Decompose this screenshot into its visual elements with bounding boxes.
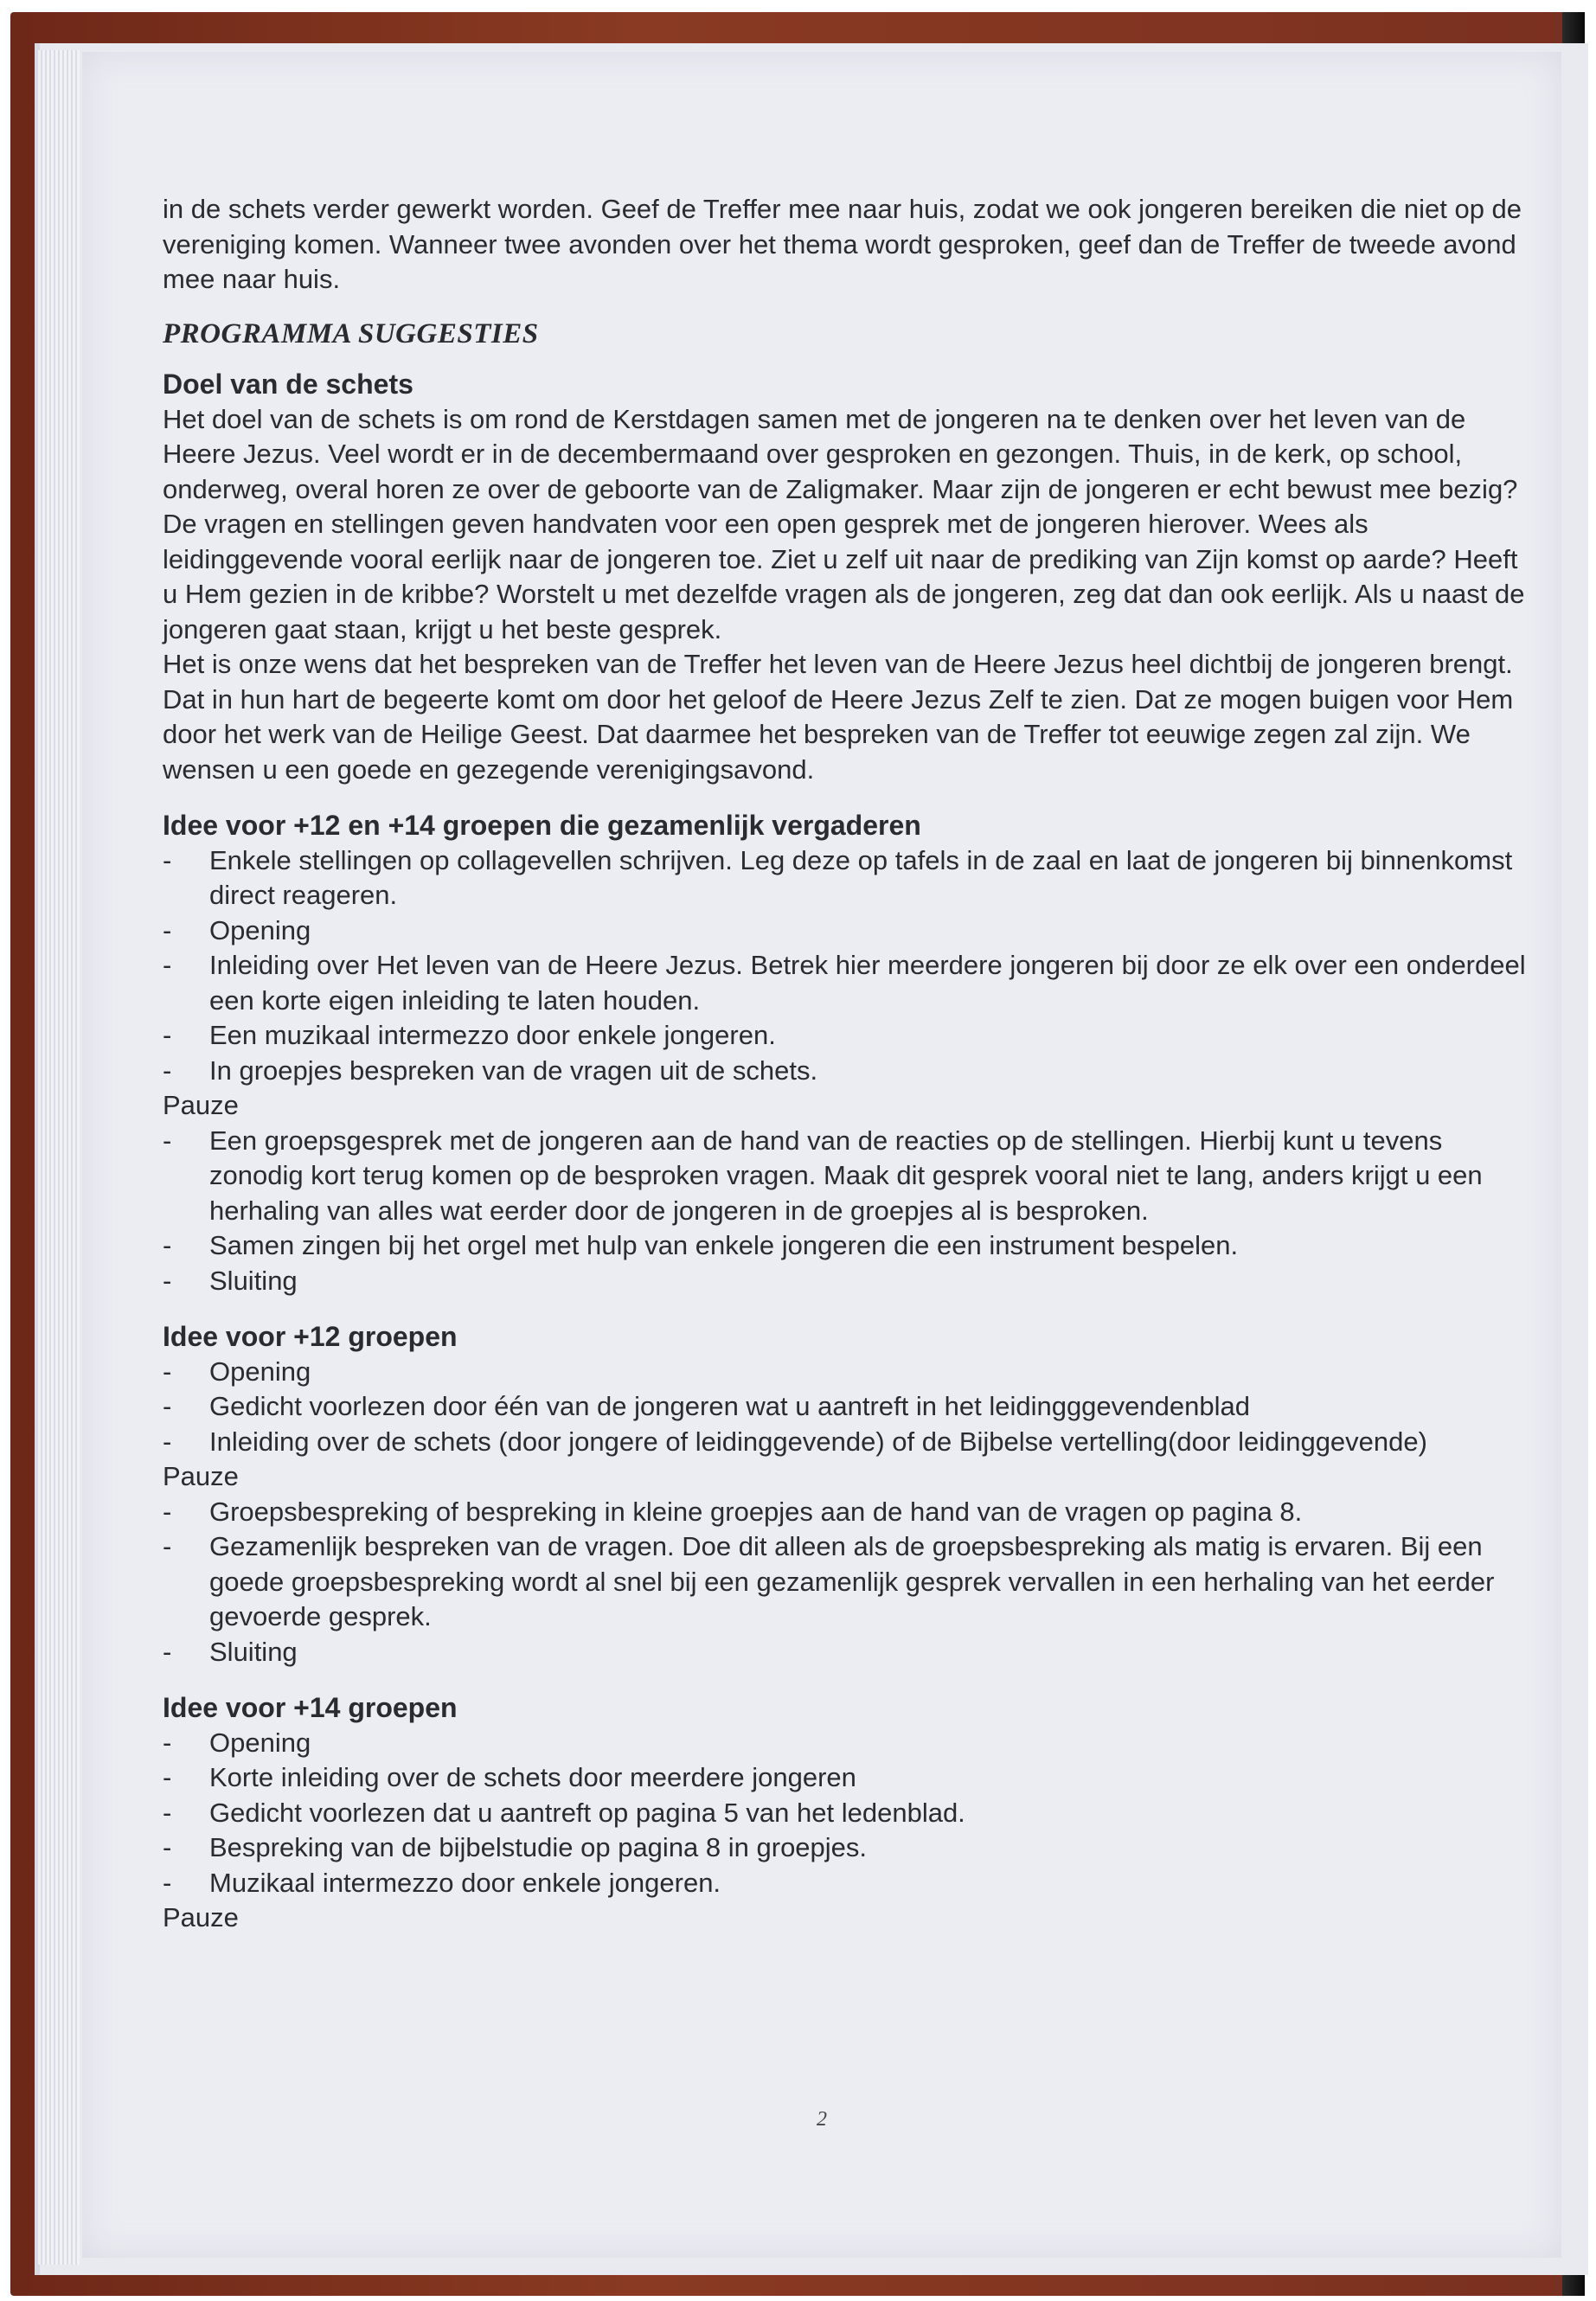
idee1-heading: Idee voor +12 en +14 groepen die gezamenlijk vergaderen: [163, 810, 921, 841]
list-item-text: Korte inleiding over de schets door meerdere jongeren: [209, 1762, 856, 1792]
dash-bullet: -: [163, 1832, 172, 1862]
dash-bullet: -: [163, 1265, 172, 1296]
idee3-list-before: [163, 1726, 1529, 1901]
list-item: [163, 1726, 1529, 1761]
dash-bullet: -: [163, 1727, 172, 1758]
dash-bullet: -: [163, 1636, 172, 1667]
list-item: [163, 1355, 1529, 1390]
list-item-text: Sluiting: [209, 1636, 298, 1667]
list-item: [163, 948, 1529, 1018]
list-item: [163, 1425, 1529, 1460]
list-item: [163, 913, 1529, 949]
doel-paragraph-2: Het is onze wens dat het bespreken van de Treffer het leven van de Heere Jezus heel dichtbij de jongeren brengt. Dat in hun hart de begeerte komt om door het geloof de Heere Jezus Zelf te zien. Dat ze mogen buigen voor Hem door het werk van de Heilige Geest. Dat daarmee het bespreken van de Treffer tot eeuwige zegen zal zijn. We wensen u een goede en gezegende verenigingsavond.: [163, 649, 1514, 785]
list-item-text: Inleiding over de schets (door jongere of leidinggevende) of de Bijbelse vertelling(door leidinggevende): [209, 1426, 1427, 1457]
list-item: [163, 843, 1529, 913]
idee1-list-after: [163, 1124, 1529, 1299]
intro-paragraph: in de schets verder gewerkt worden. Geef de Treffer mee naar huis, zodat we ook jongeren bereiken die niet op de vereniging komen. Wanneer twee avonden over het thema wordt gesproken, geef dan de Treffer de tweede avond mee naar huis.: [163, 194, 1522, 294]
spacer: [163, 1298, 1529, 1319]
page-edges: [38, 50, 80, 2265]
spacer: [163, 787, 1529, 808]
dash-bullet: -: [163, 914, 172, 945]
idee2-list-before: [163, 1355, 1529, 1460]
dash-bullet: -: [163, 1531, 172, 1561]
dash-bullet: -: [163, 1496, 172, 1527]
list-item: [163, 1124, 1529, 1229]
idee1-pause: Pauze: [163, 1090, 239, 1120]
list-item: [163, 1054, 1529, 1089]
list-item-text: Enkele stellingen op collagevellen schrijven. Leg deze op tafels in de zaal en laat de jongeren bij binnenkomst direct reageren.: [209, 844, 1513, 910]
idee3-pause: Pauze: [163, 1902, 239, 1932]
dash-bullet: -: [163, 1797, 172, 1828]
list-item-text: Muzikaal intermezzo door enkele jongeren.: [209, 1867, 721, 1898]
list-item-text: Een muzikaal intermezzo door enkele jongeren.: [209, 1020, 776, 1050]
list-item-text: Opening: [209, 1727, 311, 1758]
list-item: [163, 1796, 1529, 1831]
list-item-text: Een groepsgesprek met de jongeren aan de hand van de reacties op de stellingen. Hierbij kunt u tevens zonodig kort terug komen op de besproken vragen. Maak dit gesprek vooral niet te lang, anders krijgt u een herhaling van alles wat eerder door de jongeren in de groepjes al is besproken.: [209, 1125, 1483, 1226]
list-item: [163, 1228, 1529, 1264]
dash-bullet: -: [163, 1426, 172, 1457]
idee2-pause: Pauze: [163, 1461, 239, 1491]
idee1-list-before: [163, 843, 1529, 1089]
dash-bullet: -: [163, 950, 172, 980]
dash-bullet: -: [163, 1867, 172, 1898]
dash-bullet: -: [163, 1391, 172, 1421]
dash-bullet: -: [163, 844, 172, 875]
page-number: 2: [817, 2108, 827, 2131]
list-item-text: Opening: [209, 914, 311, 945]
list-item-text: Bespreking van de bijbelstudie op pagina 8 in groepjes.: [209, 1832, 868, 1862]
idee3-heading: Idee voor +14 groepen: [163, 1692, 458, 1723]
doel-heading: Doel van de schets: [163, 369, 413, 400]
list-item-text: In groepjes bespreken van de vragen uit de schets.: [209, 1054, 818, 1086]
doel-paragraph-1: Het doel van de schets is om rond de Kerstdagen samen met de jongeren na te denken over het leven van de Heere Jezus. Veel wordt er in de decembermaand over gesproken en gezongen. Thuis, in de kerk, op school, onderweg, overal horen ze over de geboorte van de Zaligmaker. Maar zijn de jongeren er echt bewust mee bezig? De vragen en stellingen geven handvaten voor een open gesprek met de jongeren hierover. Wees als leidinggevende vooral eerlijk naar de jongeren toe. Ziet u zelf uit naar de prediking van Zijn komst op aarde? Heeft u Hem gezien in de kribbe? Worstelt u met dezelfde vragen als de jongeren, zeg dat dan ook eerlijk. Als u naast de jongeren gaat staan, krijgt u het beste gesprek.: [163, 403, 1525, 644]
idee2-list-after: [163, 1495, 1529, 1670]
list-item: [163, 1018, 1529, 1054]
dash-bullet: -: [163, 1230, 172, 1260]
list-item-text: Inleiding over Het leven van de Heere Jezus. Betrek hier meerdere jongeren bij door ze elk over een onderdeel een korte eigen inleiding te laten houden.: [209, 950, 1526, 1016]
list-item: [163, 1830, 1529, 1866]
list-item: [163, 1389, 1529, 1425]
list-item-text: Gedicht voorlezen door één van de jongeren wat u aantreft in het leidingggevendenblad: [209, 1391, 1250, 1421]
list-item-text: Groepsbespreking of bespreking in kleine groepjes aan de hand van de vragen op pagina 8.: [209, 1496, 1303, 1527]
list-item-text: Samen zingen bij het orgel met hulp van enkele jongeren die een instrument bespelen.: [209, 1230, 1239, 1260]
list-item: [163, 1529, 1529, 1635]
list-item-text: Gezamenlijk bespreken van de vragen. Doe dit alleen als de groepsbespreking als matig is ervaren. Bij een goede groepsbespreking wordt al snel bij een gezamenlijk gesprek vervallen in een herhaling van het eerder gevoerde gesprek.: [209, 1531, 1495, 1631]
dash-bullet: -: [163, 1054, 172, 1086]
list-item: [163, 1760, 1529, 1796]
dash-bullet: -: [163, 1020, 172, 1050]
list-item-text: Sluiting: [209, 1265, 298, 1296]
dash-bullet: -: [163, 1125, 172, 1156]
list-item-text: Opening: [209, 1356, 311, 1387]
dash-bullet: -: [163, 1356, 172, 1387]
dash-bullet: -: [163, 1762, 172, 1792]
list-item: [163, 1495, 1529, 1530]
idee2-heading: Idee voor +12 groepen: [163, 1321, 458, 1352]
list-item: [163, 1866, 1529, 1901]
spacer: [163, 1670, 1529, 1690]
section-title: PROGRAMMA SUGGESTIES: [163, 317, 539, 349]
document-page: [82, 52, 1561, 2258]
page-content: [163, 192, 1529, 1936]
list-item: [163, 1635, 1529, 1670]
list-item: [163, 1264, 1529, 1299]
list-item-text: Gedicht voorlezen dat u aantreft op pagina 5 van het ledenblad.: [209, 1797, 965, 1828]
